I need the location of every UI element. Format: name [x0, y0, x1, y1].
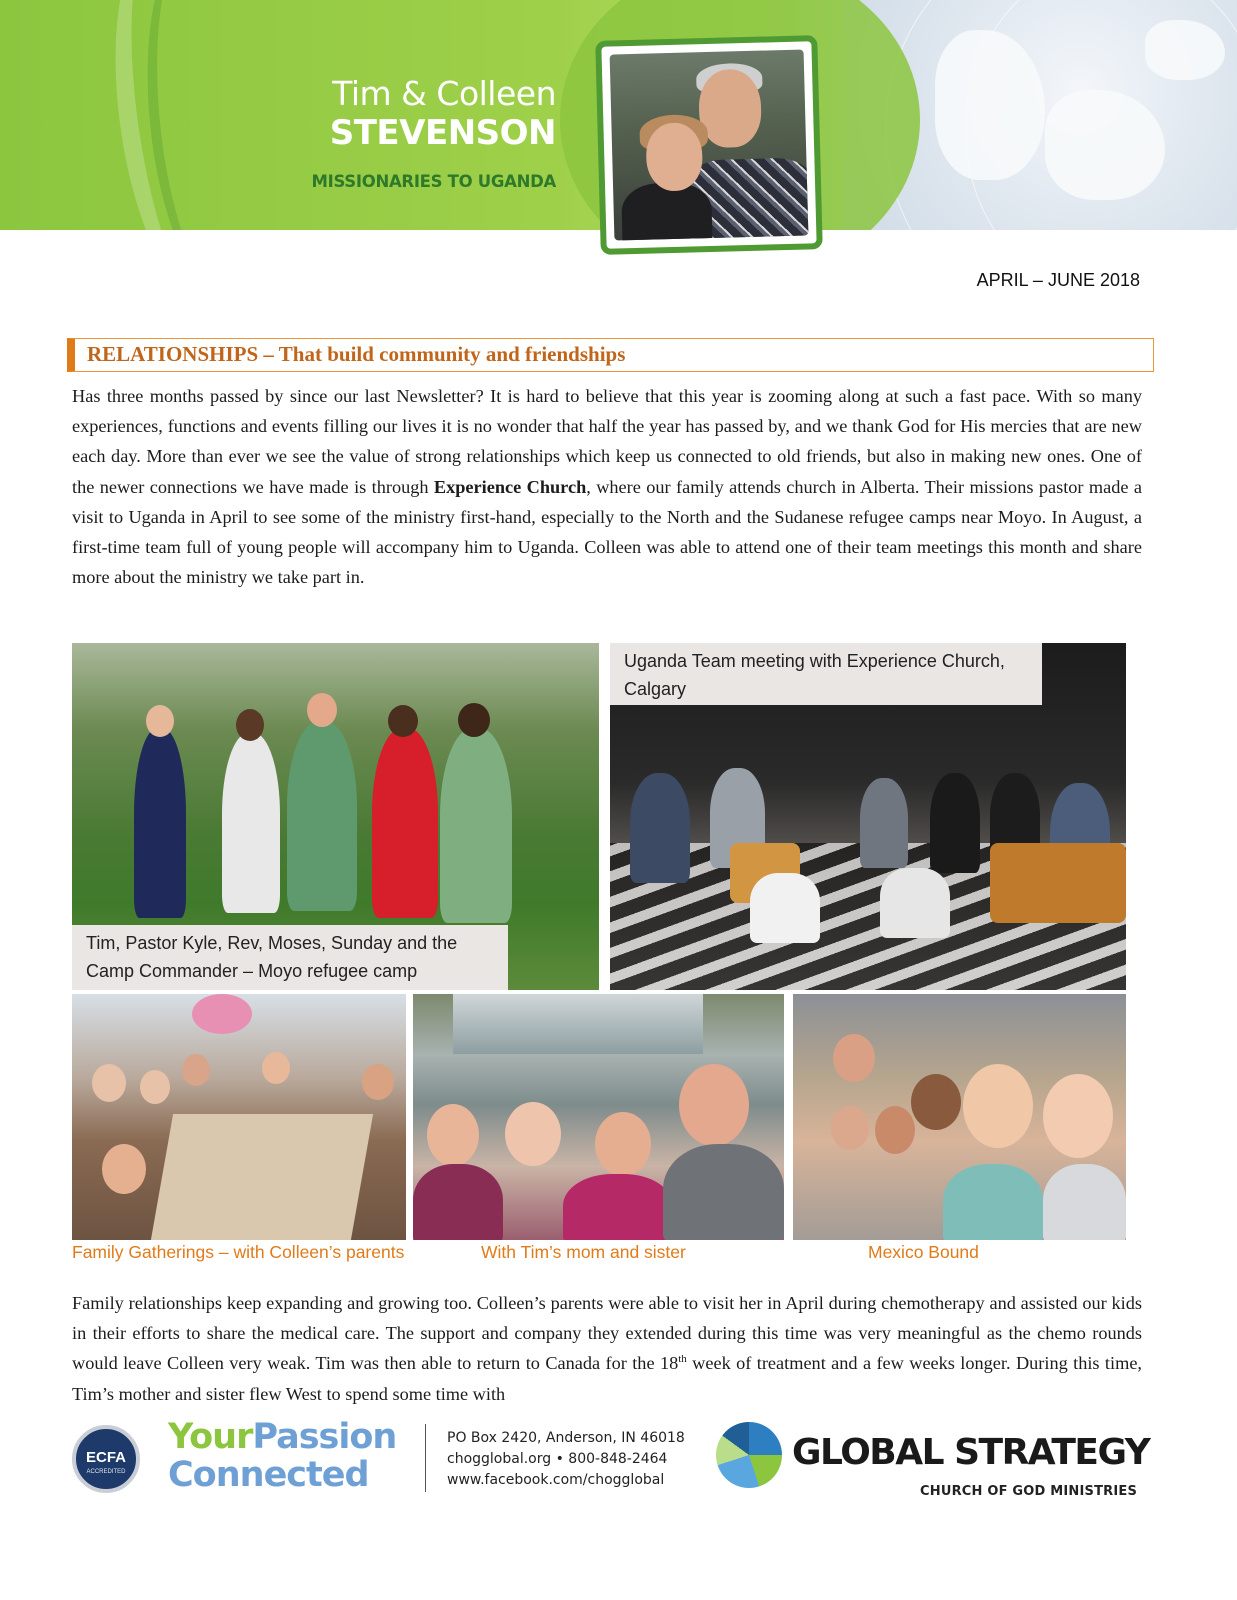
section-heading-box: [67, 338, 1154, 372]
family-photo-caption: Family Gatherings – with Colleen’s parents: [72, 1242, 405, 1262]
paragraph-text: Family relationships keep expanding and growing too. Colleen’s parents were able to visit her in April during chemotherapy and assisted our kids in their efforts to share the medical care. The support and company they extended during this time was very meaningful as the chemo rounds would leave Colleen very weak. Tim was then able to return to Canada for the 18: [72, 1293, 1142, 1374]
facebook-link[interactable]: www.facebook.com/chogglobal: [447, 1472, 665, 1488]
ecfa-label: ECFA: [85, 1449, 126, 1466]
couple-portrait: [595, 35, 823, 255]
website-phone-line[interactable]: chogglobal.org • 800-848-2464: [447, 1451, 668, 1467]
paragraph-text: Has three months passed by since our last Newsletter? It is hard to believe that this year is zooming along at such a fast pace. With so many experiences, functions and events filling our lives it is no wonder that half the year has passed by, and we thank God for His mercies that are new each day. More than ever we see the value of strong relationships which keep us connected to old friends, but also in making new ones. One of the newer connections we have made is through: [72, 386, 1142, 497]
experience-church-bold: Experience Church: [433, 476, 587, 497]
global-strategy-title: GLOBAL STRATEGY: [792, 1432, 1150, 1473]
meeting-photo-caption: Uganda Team meeting with Experience Church, Calgary: [610, 643, 1042, 705]
section-heading: RELATIONSHIPS – That build community and friendships: [87, 342, 626, 366]
family-paragraph: [72, 1288, 1142, 1409]
ordinal-suffix: th: [678, 1353, 687, 1366]
address-line: PO Box 2420, Anderson, IN 46018: [447, 1430, 685, 1446]
mexico-bound-selfie: [793, 994, 1126, 1240]
newsletter-date: APRIL – JUNE 2018: [976, 270, 1140, 290]
paragraph-text: , where our family attends church in Alberta. Their missions pastor made a visit to Uganda in April to see some of the ministry first-hand, especially to the North and the Sudanese refugee camps near Moyo. In August, a first-time team full of young people will accompany him to Uganda. Colleen was able to attend one of their team meetings this month and share more about the ministry we take part in.: [72, 476, 1142, 588]
mom-photo-caption: With Tim’s mom and sister: [481, 1242, 686, 1262]
mexico-photo-caption: Mexico Bound: [868, 1242, 979, 1262]
ecfa-sub-label: ACCREDITED: [86, 1469, 126, 1475]
intro-paragraph: [72, 381, 1142, 592]
logo-word-passion: Passion: [252, 1417, 397, 1457]
global-strategy-globe-icon: [716, 1422, 782, 1488]
your-passion-connected-logo: [168, 1418, 396, 1494]
contact-address: [447, 1428, 685, 1491]
mom-and-sister-selfie: [413, 994, 784, 1240]
missionary-surname: STEVENSON: [329, 113, 556, 153]
garden-photo-caption: Tim, Pastor Kyle, Rev, Moses, Sunday and the Camp Commander – Moyo refugee camp: [72, 925, 508, 990]
family-gathering-photo: [72, 994, 406, 1240]
logo-word-your: Your: [168, 1417, 253, 1457]
ecfa-seal: [72, 1425, 140, 1493]
missionary-first-names: Tim & Colleen: [332, 74, 556, 113]
paragraph-text: week of treatment and a few weeks longer. During this time, Tim’s mother and sister flew West to spend some time with: [72, 1353, 1142, 1404]
logo-word-connected: Connected: [168, 1455, 369, 1495]
footer-divider: [425, 1424, 426, 1492]
global-strategy-subtitle: CHURCH OF GOD MINISTRIES: [920, 1484, 1138, 1499]
banner-tagline: MISSIONARIES TO UGANDA: [311, 172, 556, 191]
